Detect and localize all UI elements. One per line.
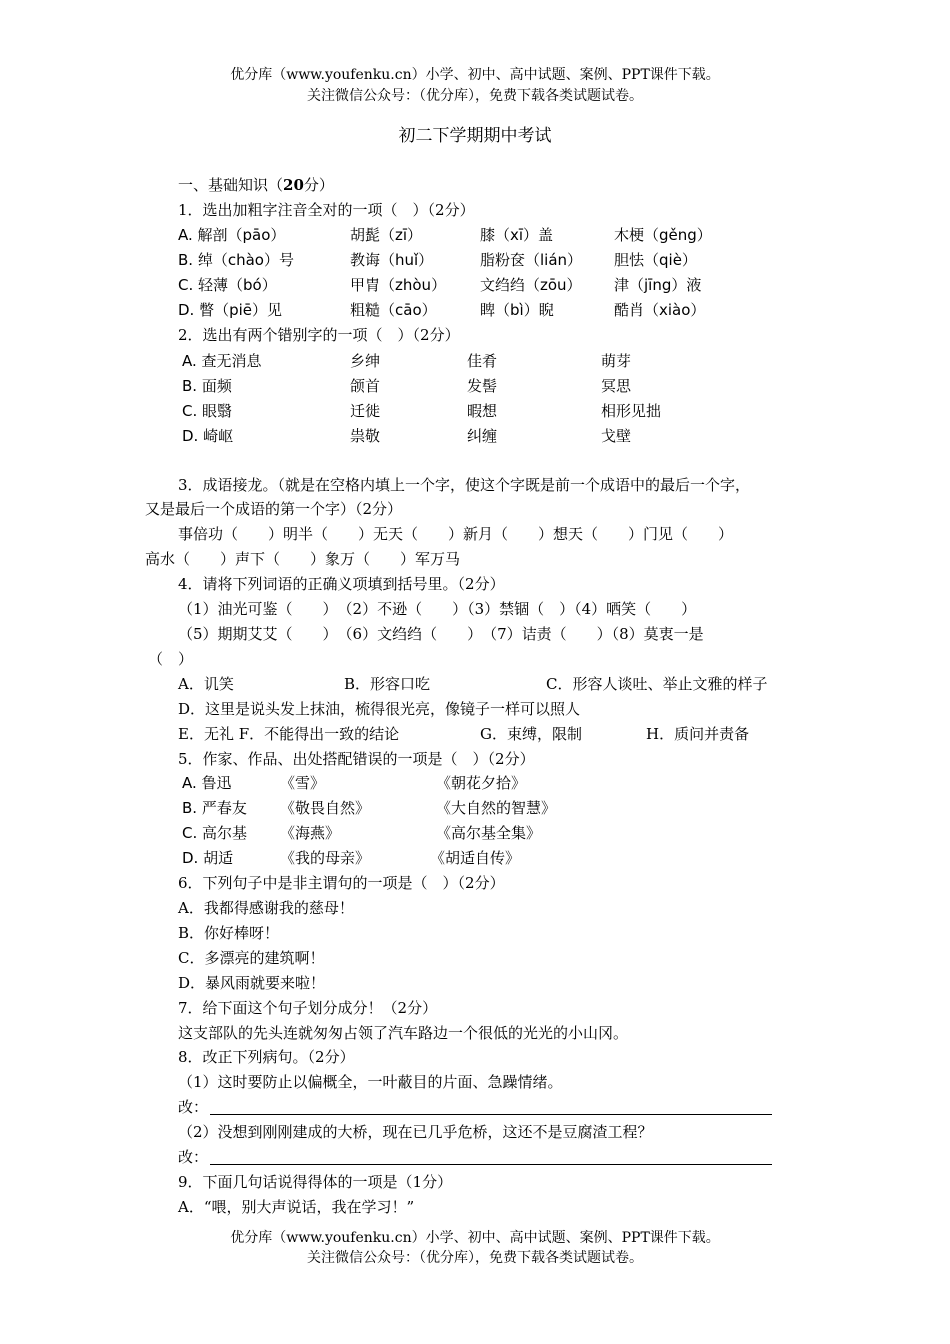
q5-row-b-source: 《大自然的智慧》 [436, 799, 557, 817]
q4-option-a: A．讥笑 [178, 675, 234, 693]
q5-row-c-author: C. 高尔基 [182, 824, 248, 842]
q4-line-3: （ ） [148, 650, 194, 668]
q2-row-a-4: 萌芽 [601, 352, 632, 370]
section-heading [178, 178, 334, 193]
q4-option-c: C．形容人谈吐、举止文雅的样子 [546, 675, 768, 693]
q1-row-b-2: 教诲（huǐ） [350, 251, 434, 269]
q4-option-g: G．束缚，限制 [480, 725, 582, 743]
q4-option-d: D．这里是说头发上抹油，梳得很光亮，像镜子一样可以照人 [178, 700, 581, 718]
q3-stem-2: 又是最后一个成语的第一个字）（2分） [145, 500, 403, 518]
q4-option-b: B．形容口吃 [344, 675, 431, 693]
q1-stem: 1．选出加粗字注音全对的一项（ ）（2分） [178, 201, 475, 219]
q1-row-d-3: 睥（bì）睨 [480, 301, 554, 319]
q9-stem: 9．下面几句话说得得体的一项是（1分） [178, 1173, 453, 1191]
q8-fix-label-2: 改： [178, 1148, 209, 1166]
page-title: 初二下学期期中考试 [398, 126, 552, 146]
q2-row-a-1: A. 查无消息 [182, 352, 262, 370]
q1-row-d-1: D. 瞥（piē）见 [178, 301, 283, 319]
q8-answer-line-2[interactable] [210, 1164, 772, 1165]
q1-row-a-4: 木梗（gěng） [614, 226, 712, 244]
q4-stem: 4．请将下列词语的正确义项填到括号里。（2分） [178, 575, 505, 593]
q4-line-2: （5）期期艾艾（ ） （6）文绉绉（ ） （7）诘责（ ）（8）莫衷一是 [178, 625, 704, 643]
footer-line-2: 关注微信公众号：（优分库），免费下载各类试题试卷。 [307, 1250, 643, 1266]
q1-row-c-2: 甲胄（zhòu） [350, 276, 447, 294]
q5-row-d-author: D. 胡适 [182, 849, 234, 867]
q6-option-c: C．多漂亮的建筑啊！ [178, 949, 325, 967]
q8-sentence-1: （1）这时要防止以偏概全，一叶蔽目的片面、急躁情绪。 [178, 1073, 563, 1091]
q5-row-b-work: 《敬畏自然》 [280, 799, 371, 817]
section-heading-suffix: 分） [303, 176, 334, 194]
q2-stem: 2．选出有两个错别字的一项（ ）（2分） [178, 326, 460, 344]
q1-row-c-4: 津（jīng）液 [614, 276, 702, 294]
q2-row-d-2: 祟敬 [350, 427, 381, 445]
q1-row-d-4: 酷肖（xiào） [614, 301, 706, 319]
q1-row-a-2: 胡髭（zī） [350, 226, 423, 244]
q2-row-a-2: 乡绅 [350, 352, 381, 370]
section-heading-prefix: 一、基础知识（ [178, 176, 284, 194]
q4-line-1: （1）油光可鉴（ ） （2）不逊（ ）（3）禁锢（ ）（4）哂笑（ ） [178, 600, 697, 618]
q5-row-b-author: B. 严春友 [182, 799, 247, 817]
q3-line-2: 高水（ ）声下（ ）象万（ ）军万马 [145, 550, 461, 568]
q1-row-b-1: B. 绰（chào）号 [178, 251, 294, 269]
q5-row-a-source: 《朝花夕拾》 [436, 774, 527, 792]
footer-line-1: 优分库（www.youfenku.cn）小学、初中、高中试题、案例、PPT课件下载。 [230, 1230, 720, 1246]
q4-option-h: H．质问并责备 [646, 725, 750, 743]
q2-row-c-2: 迁徙 [350, 402, 381, 420]
header-line-2: 关注微信公众号：（优分库），免费下载各类试题试卷。 [307, 88, 643, 104]
q6-option-a: A．我都得感谢我的慈母！ [178, 899, 354, 917]
q2-row-b-1: B. 面频 [182, 377, 232, 395]
q2-row-c-4: 相形见拙 [601, 402, 662, 420]
q2-row-d-1: D. 崎岖 [182, 427, 234, 445]
q3-stem-1: 3．成语接龙。（就是在空格内填上一个字，使这个字既是前一个成语中的最后一个字， [178, 476, 751, 494]
q8-stem: 8．改正下列病句。（2分） [178, 1048, 355, 1066]
q1-row-c-3: 文绉绉（zōu） [480, 276, 582, 294]
q1-row-d-2: 粗糙（cāo） [350, 301, 437, 319]
q9-option-a: A．“喂，别大声说话，我在学习！” [178, 1198, 415, 1216]
q8-sentence-2: （2）没想到刚刚建成的大桥，现在已几乎危桥，这还不是豆腐渣工程？ [178, 1123, 653, 1141]
q5-row-a-author: A. 鲁迅 [182, 774, 232, 792]
q2-row-b-2: 颌首 [350, 377, 381, 395]
q2-row-c-3: 暇想 [467, 402, 498, 420]
q7-stem: 7．给下面这个句子划分成分！（2分） [178, 999, 438, 1017]
section-heading-score: 20 [283, 176, 304, 194]
q5-row-c-source: 《高尔基全集》 [436, 824, 542, 842]
q8-answer-line-1[interactable] [210, 1114, 772, 1115]
q2-row-b-4: 冥思 [601, 377, 632, 395]
q3-line-1: 事倍功（ ）明半（ ）无天（ ）新月（ ）想天（ ）门见（ ） [178, 525, 734, 543]
q1-row-c-1: C. 轻薄（bó） [178, 276, 277, 294]
q5-row-a-work: 《雪》 [280, 774, 326, 792]
q5-row-d-source: 《胡适自传》 [430, 849, 521, 867]
q4-option-e: E．无礼 F．不能得出一致的结论 [178, 725, 400, 743]
q1-row-a-1: A. 解剖（pāo） [178, 226, 286, 244]
q6-option-d: D．暴风雨就要来啦！ [178, 974, 326, 992]
q1-row-b-4: 胆怯（qiè） [614, 251, 697, 269]
q2-row-d-4: 戈壁 [601, 427, 632, 445]
q5-row-d-work: 《我的母亲》 [280, 849, 371, 867]
q2-row-b-3: 发髻 [467, 377, 498, 395]
header-line-1: 优分库（www.youfenku.cn）小学、初中、高中试题、案例、PPT课件下载。 [230, 67, 720, 83]
q6-stem: 6．下列句子中是非主谓句的一项是（ ）（2分） [178, 874, 505, 892]
q2-row-c-1: C. 眼翳 [182, 402, 233, 420]
q1-row-a-3: 膝（xī）盖 [480, 226, 554, 244]
q1-row-b-3: 脂粉奁（lián） [480, 251, 583, 269]
q5-stem: 5．作家、作品、出处搭配错误的一项是（ ）（2分） [178, 750, 535, 768]
q2-row-a-3: 佳肴 [467, 352, 498, 370]
q7-sentence: 这支部队的先头连就匆匆占领了汽车路边一个很低的光光的小山冈。 [178, 1024, 629, 1042]
q5-row-c-work: 《海燕》 [280, 824, 341, 842]
q6-option-b: B．你好棒呀！ [178, 924, 280, 942]
q8-fix-label-1: 改： [178, 1098, 209, 1116]
q2-row-d-3: 纠缠 [467, 427, 498, 445]
